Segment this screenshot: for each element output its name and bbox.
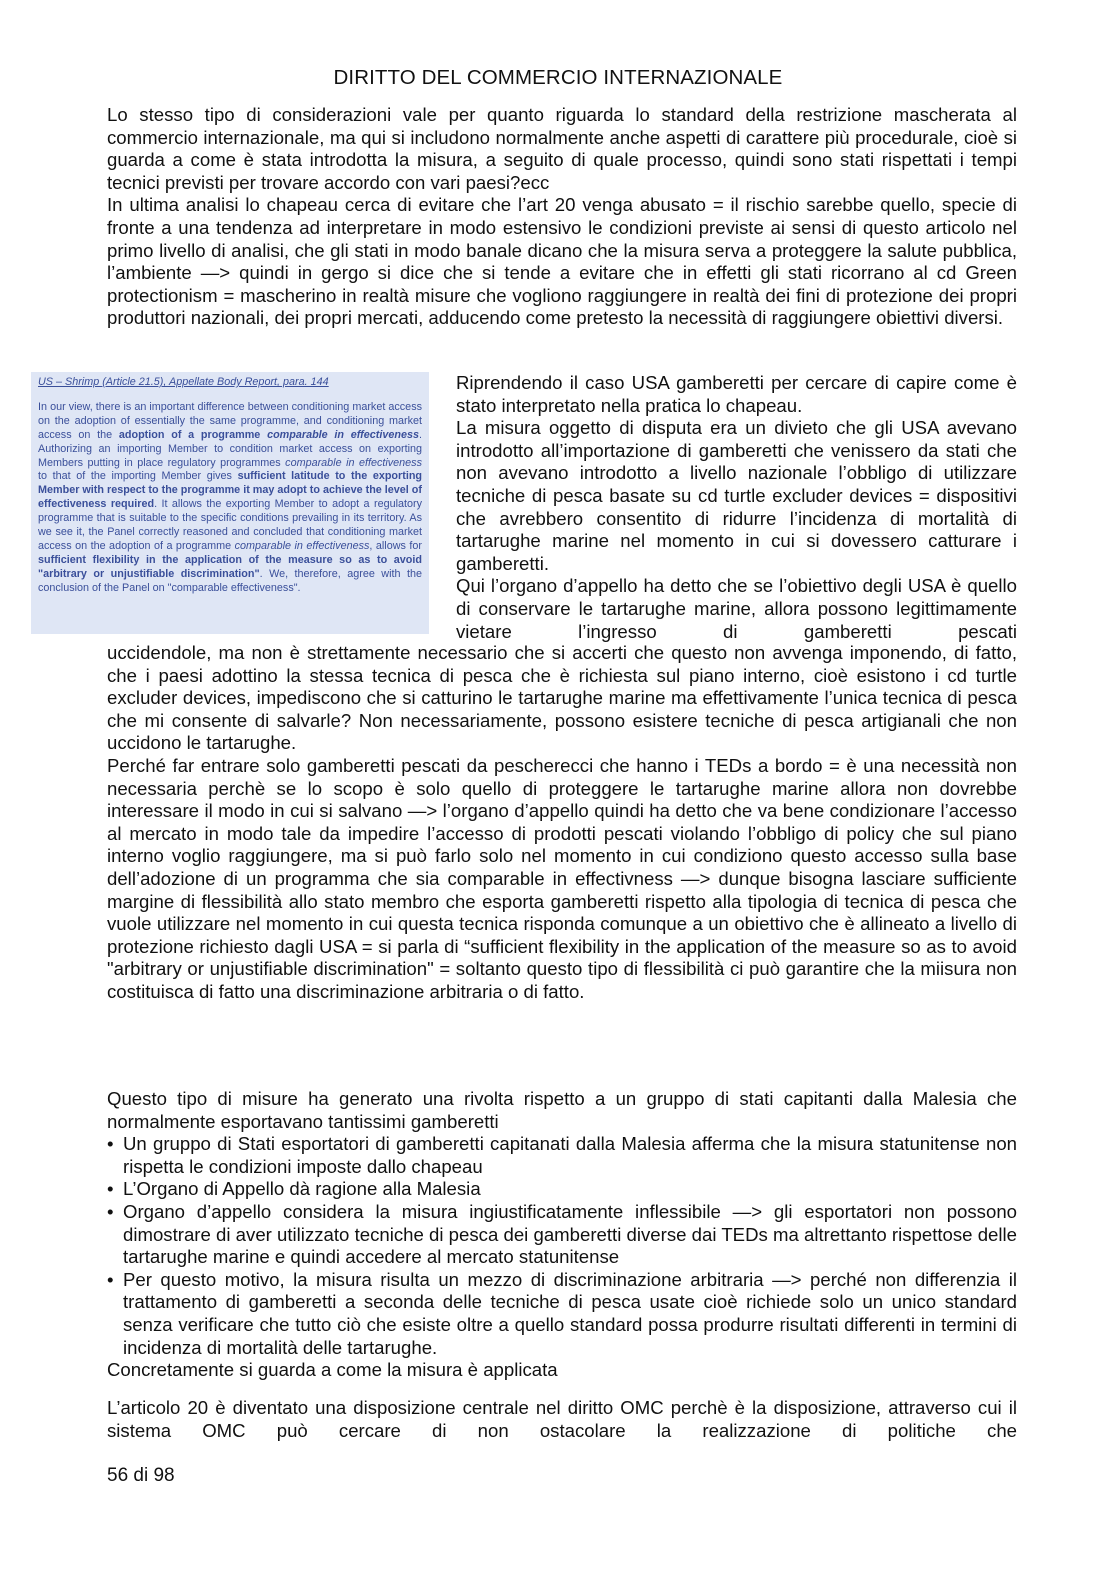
quote-bold: sufficient latitude to the exporting Member with respect to the programme it may adopt to achieve the level of effectiveness required xyxy=(38,470,423,511)
quote-italic: comparable in effectiveness xyxy=(234,539,370,552)
paragraph: L’articolo 20 è diventato una disposizione centrale nel diritto OMC perchè è la disposizione, attraverso cui il sistema OMC può cercare di non ostacolare la realizzazione di politiche che xyxy=(107,1397,1017,1441)
list-item: • Per questo motivo, la misura risulta un mezzo di discriminazione arbitraria —> perché non differenzia il trattamento di gamberetti a seconda delle tecniche di pesca usate cioè richiede solo un unico standard senza verificare che tutto ciò che esiste oltre a quello standard possa produrre risultati differenti in termini di incidenza di mortalità delle tartarughe. xyxy=(107,1269,1017,1359)
intro-section xyxy=(107,104,1017,330)
figure-quote-text xyxy=(38,401,422,596)
paragraph: In ultima analisi lo chapeau cerca di evitare che l’art 20 venga abusato = il rischio sarebbe quello, specie di fronte a una tendenza ad interpretare in modo estensivo le condizioni previste ai sensi di questo articolo nel primo livello di analisi, che gli stati in modo banale dicano che la misura serva a proteggere la salute pubblica, l’ambiente —> quindi in gergo si dice che si tende a evitare che in effetti gli stati ricorrano al cd Green protectionism = mascherino in realtà misure che vogliono raggiungere in realtà dei fini di protezione dei propri produttori nazionali, dei propri mercati, adducendo come pretesto la necessità di raggiungere obiettivi diversi. xyxy=(107,194,1017,329)
paragraph: Riprendendo il caso USA gamberetti per cercare di capire come è stato interpretato nella pratica lo chapeau. xyxy=(456,372,1017,416)
quote-text: In our view, there is an important difference between conditioning market access on the adoption of essentially the same programme, and conditioning market access on the xyxy=(38,400,422,441)
quote-figure xyxy=(31,372,429,634)
quote-bold: sufficient flexibility in the application of the measure so as to avoid "arbitrary or unjustifiable discrimination" xyxy=(38,553,422,580)
quote-text: . We, therefore, agree with the conclusion of the Panel on "comparable effectiveness". xyxy=(38,567,422,594)
page-title: DIRITTO DEL COMMERCIO INTERNAZIONALE xyxy=(333,66,783,89)
quote-text: to that of the importing Member gives xyxy=(38,470,238,483)
malaysia-section xyxy=(107,1088,1017,1382)
article20-section xyxy=(107,1397,1017,1442)
quote-italic: comparable in effectiveness xyxy=(285,456,422,469)
paragraph: Qui l’organo d’appello ha detto che se l’obiettivo degli USA è quello di conservare le tartarughe marine, allora possono legittimamente vietare l’ingresso di gamberetti pescati xyxy=(456,575,1017,642)
quote-text: . It allows the exporting Member to adopt a regulatory programme that is suitable to the specific conditions prevailing in its territory. As we see it, the Panel correctly reasoned and concluded that conditioning market access on the adoption of a programme xyxy=(38,498,423,552)
quote-text: , allows for xyxy=(369,539,422,552)
bullet-list xyxy=(107,1133,1017,1359)
quote-text: . Authorizing an importing Member to condition market access on exporting Members putting in place regulatory programmes xyxy=(38,428,423,469)
quote-bold-italic: comparable in effectiveness xyxy=(267,428,420,441)
list-item: • Organo d’appello considera la misura ingiustificatamente inflessibile —> gli esportatori non possono dimostrare di aver utilizzato tecniche di pesca dei gamberetti diverse dai TEDs ma altrettanto rispettose delle tartarughe marine e quindi accedere al mercato statunitense xyxy=(107,1201,1017,1269)
list-item: • Un gruppo di Stati esportatori di gamberetti capitanati dalla Malesia afferma che la misura statunitense non rispetta le condizioni imposte dallo chapeau xyxy=(107,1133,1017,1178)
paragraph: uccidendole, ma non è strettamente necessario che si accerti che questo non avvenga imponendo, di fatto, che i paesi adottino la stessa tecnica di pesca che è richiesta sul piano interno, cioè esistono i cd turtle excluder devices, impediscono che si catturino le tartarughe marine ma effettivamente l’unica tecnica di pesca che mi consente di salvarle? Non necessariamente, possono esistere tecniche di pesca artigianali che non uccidono le tartarughe. xyxy=(107,642,1017,754)
paragraph: La misura oggetto di disputa era un divieto che gli USA avevano introdotto all’importazione di gamberetti che venissero da stati che non avevano introdotto a livello nazionale l’obbligo di utilizzare tecniche di pesca basate su cd turtle excluder devices = dispositivi che avrebbero consentito di ridurre l’incidenza di mortalità di tartarughe marine nel momento in cui si dovessero catturare i gamberetti. xyxy=(456,417,1017,574)
paragraph: Lo stesso tipo di considerazioni vale per quanto riguarda lo standard della restrizione mascherata al commercio internazionale, ma qui si includono normalmente anche aspetti di carattere più procedurale, cioè si guarda a come è stata introdotta la misura, a seguito di quale processo, quindi sono stati rispettati i tempi tecnici previsti per trovare accordo con vari paesi?ecc xyxy=(107,104,1017,193)
list-item: • L’Organo di Appello dà ragione alla Malesia xyxy=(107,1178,1017,1201)
quote-bold: adoption of a programme xyxy=(118,428,268,441)
main-section xyxy=(107,642,1017,1004)
page-number: 56 di 98 xyxy=(107,1465,175,1486)
paragraph: Perché far entrare solo gamberetti pescati da pescherecci che hanno i TEDs a bordo = è una necessità non necessaria perchè se lo scopo è solo quello di proteggere le tartarughe marine allora non dovrebbe interessare il modo in cui si salvano —> l’organo d’appello quindi ha detto che va bene condizionare l’accesso al mercato in modo tale da impedire l’accesso di prodotti pescati violando l’obbligo di policy che sul piano interno voglio raggiungere, ma si può farlo solo nel momento in cui condiziono questo accesso sulla base dell’adozione di un programma che sia comparable in effectivness —> dunque bisogna lasciare sufficiente margine di flessibilità allo stato membro che esporta gamberetti rispetto alla tipologia di tecnica di pesca che vuole utilizzare nel momento in cui questa tecnica risponda comunque a un obiettivo che è allineato a livello di protezione richiesto dagli USA = si parla di “sufficient flexibility in the application of the measure so as to avoid "arbitrary or unjustifiable discrimination" = soltanto questo tipo di flessibilità ci può garantire che la miisura non costituisca di fatto una discriminazione arbitraria o di fatto. xyxy=(107,754,1017,1002)
side-section xyxy=(456,372,1017,643)
paragraph: Questo tipo di misure ha generato una rivolta rispetto a un gruppo di stati capitanti dalla Malesia che normalmente esportavano tantissimi gamberetti xyxy=(107,1088,1017,1132)
paragraph: Concretamente si guarda a come la misura è applicata xyxy=(107,1359,558,1381)
figure-caption: US – Shrimp (Article 21.5), Appellate Body Report, para. 144 xyxy=(38,376,329,388)
